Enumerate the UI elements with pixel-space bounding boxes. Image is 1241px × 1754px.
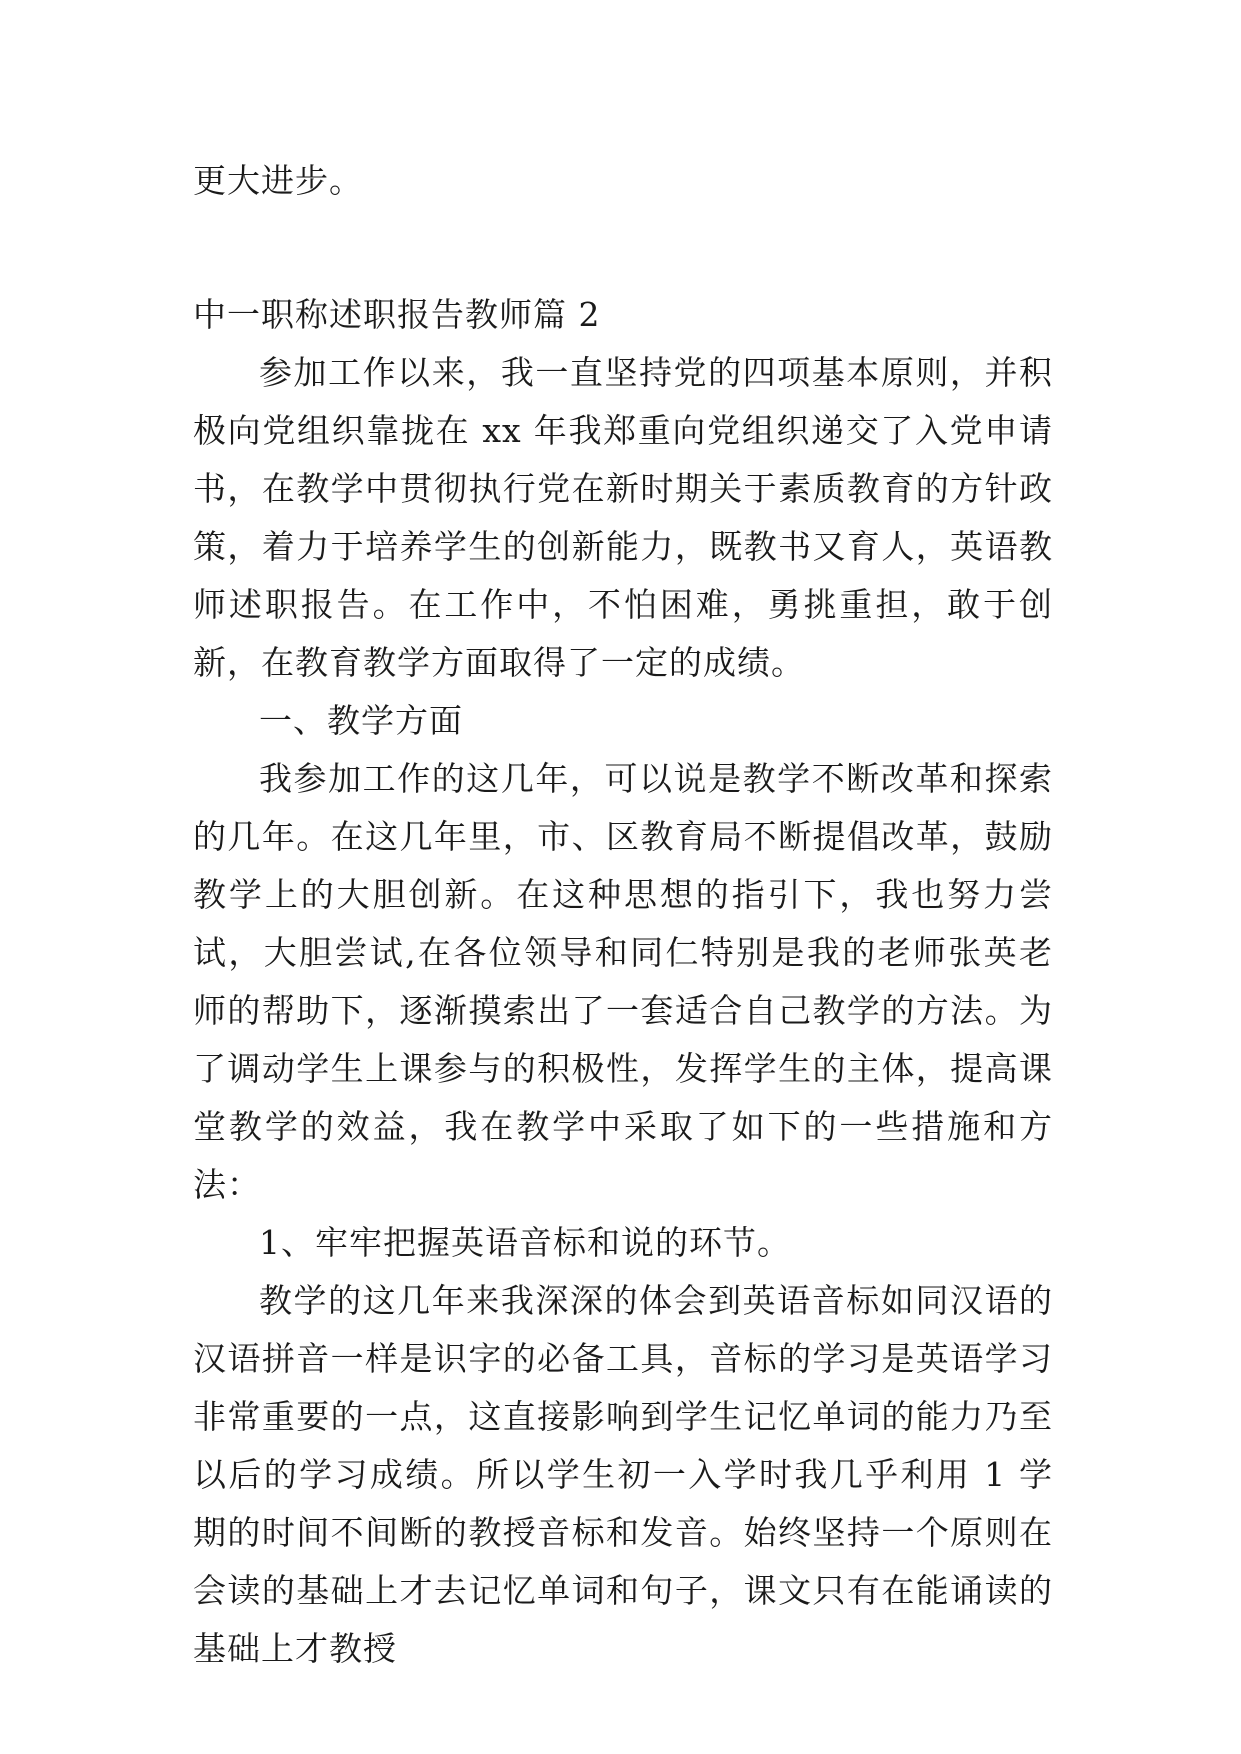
subheading-teaching: 一、教学方面 xyxy=(259,701,463,740)
blank-line xyxy=(193,210,1053,268)
section-title: 中一职称述职报告教师篇 2 xyxy=(193,295,601,334)
lead-fragment: 更大进步。 xyxy=(193,161,363,200)
document-body xyxy=(193,152,1053,1678)
paragraph-teaching-reform: 我参加工作的这几年，可以说是教学不断改革和探索的几年。在这几年里，市、区教育局不断提倡改革，鼓励教学上的大胆创新。在这种思想的指引下，我也努力尝试，大胆尝试,在各位领导和同仁特别是我的老师张英老师的帮助下，逐渐摸索出了一套适合自己教学的方法。为了调动学生上课参与的积极性，发挥学生的主体，提高课堂教学的效益，我在教学中采取了如下的一些措施和方法： xyxy=(193,759,1053,1204)
paragraph-phonetics: 教学的这几年来我深深的体会到英语音标如同汉语的汉语拼音一样是识字的必备工具，音标的学习是英语学习非常重要的一点，这直接影响到学生记忆单词的能力乃至以后的学习成绩。所以学生初一入学时我几乎利用 1 学期的时间不间断的教授音标和发音。始终坚持一个原则在会读的基础上才去记忆单词和句子，课文只有在能诵读的基础上才教授 xyxy=(193,1281,1053,1668)
paragraph-intro: 参加工作以来，我一直坚持党的四项基本原则，并积极向党组织靠拢在 xx 年我郑重向党组织递交了入党申请书，在教学中贯彻执行党在新时期关于素质教育的方针政策，着力于培养学生的创新能力，既教书又育人，英语教师述职报告。在工作中，不怕困难，勇挑重担，敢于创新，在教育教学方面取得了一定的成绩。 xyxy=(193,353,1053,682)
list-item-phonetics: 1、牢牢把握英语音标和说的环节。 xyxy=(259,1223,791,1262)
